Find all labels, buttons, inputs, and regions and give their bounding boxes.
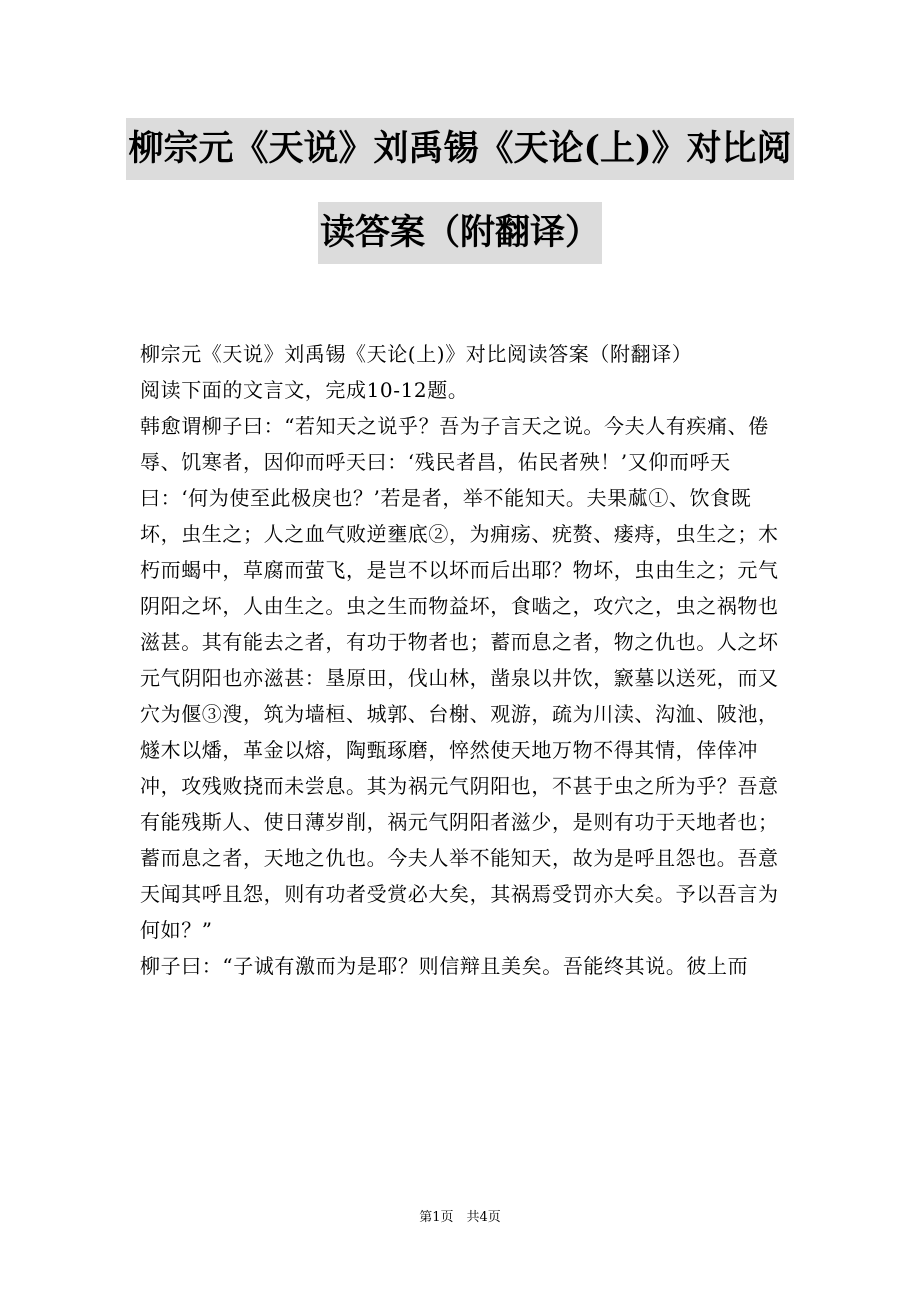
paragraph-instruction: 阅读下面的文言文，完成10-12题。 [140, 378, 469, 402]
paragraph-liu-zi: 柳子曰：“子诚有激而为是耶？则信辩且美矣。吾能终其说。彼上而 [140, 954, 749, 978]
document-body [140, 336, 788, 984]
paragraph-heading: 柳宗元《天说》刘禹锡《天论(上)》对比阅读答案（附翻译） [140, 342, 693, 366]
title-line-1: 柳宗元《天说》刘禹锡《天论(上)》对比阅 [126, 118, 793, 180]
document-title [0, 118, 920, 264]
page-footer: 第1页 共4页 [419, 1210, 501, 1225]
title-line-2: 读答案（附翻译） [318, 202, 602, 264]
paragraph-han-yu: 韩愈谓柳子曰：“若知天之说乎？吾为子言天之说。今夫人有疾痛、倦辱、饥寒者，因仰而呼天曰：‘残民者昌，佑民者殃！’又仰而呼天曰：‘何为使至此极戾也？’若是者，举不能知天。夫果蓏①、饮食既坏，虫生之；人之血气败逆壅底②，为痈疡、疣赘、瘘痔，虫生之；木朽而蝎中，草腐而萤飞，是岂不以坏而后出耶？物坏，虫由生之；元气阴阳之坏，人由生之。虫之生而物益坏，食啮之，攻穴之，虫之祸物也滋甚。其有能去之者，有功于物者也；蓄而息之者，物之仇也。人之坏元气阴阳也亦滋甚：垦原田，伐山林，凿泉以井饮，窾墓以送死，而又穴为偃③溲，筑为墙桓、城郭、台榭、观游，疏为川渎、沟洫、陂池，燧木以燔，革金以熔，陶甄琢磨，悴然使天地万物不得其情，倖倖冲冲，攻残败挠而未尝息。其为祸元气阴阳也，不甚于虫之所为乎？吾意有能残斯人、使日薄岁削，祸元气阴阳者滋少，是则有功于天地者也；蓄而息之者，天地之仇也。今夫人举不能知天，故为是呼且怨也。吾意天闻其呼且怨，则有功者受赏必大矣，其祸焉受罚亦大矣。予以吾言为何如？” [140, 414, 779, 942]
